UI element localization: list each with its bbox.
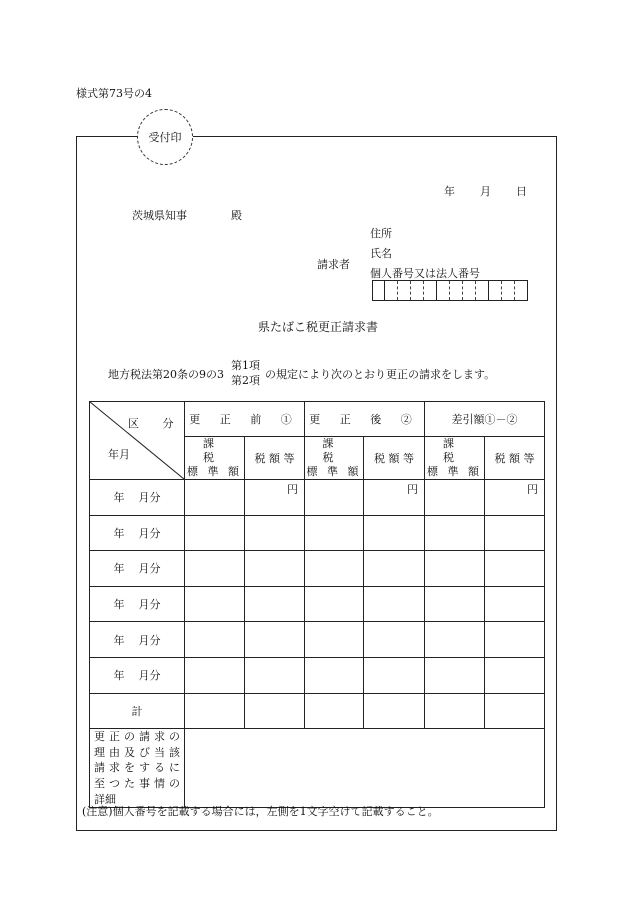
input-cell[interactable] xyxy=(485,480,545,516)
number-digit-box[interactable] xyxy=(411,281,424,300)
period-month: 月分 xyxy=(138,669,161,683)
total-label: 計 xyxy=(90,693,185,729)
input-cell[interactable] xyxy=(245,515,305,551)
number-digit-box[interactable] xyxy=(476,281,489,300)
input-cell[interactable] xyxy=(185,657,245,693)
form-title: 県たばこ税更正請求書 xyxy=(258,320,379,334)
input-cell[interactable] xyxy=(364,480,425,516)
tax-amount-header: 税 額 等 xyxy=(364,437,425,480)
addressee-name: 茨城県知事 xyxy=(132,209,187,222)
yen-unit: 円 xyxy=(407,483,418,496)
period-cell[interactable] xyxy=(90,515,185,551)
tax-amount-header: 税 額 等 xyxy=(485,437,545,480)
addressee xyxy=(132,207,242,223)
number-digit-box[interactable] xyxy=(515,281,528,300)
period-cell[interactable] xyxy=(90,622,185,658)
period-header: 年月 xyxy=(108,448,130,461)
taxbase-header-line2: 標 準 額 xyxy=(306,465,362,478)
category-header-cell xyxy=(90,402,185,480)
note-text: (注意)個人番号を記載する場合には，左側を1文字空けて記載すること。 xyxy=(82,805,439,818)
difference-header: 差引額①－② xyxy=(425,402,545,437)
paragraph-options xyxy=(231,358,260,388)
number-digit-box[interactable] xyxy=(502,281,515,300)
table-row xyxy=(90,622,545,658)
period-year: 年 xyxy=(113,669,125,683)
number-digit-box[interactable] xyxy=(437,281,450,300)
input-cell[interactable] xyxy=(185,622,245,658)
input-cell[interactable] xyxy=(425,551,485,587)
period-cell[interactable] xyxy=(90,551,185,587)
reason-label-line: 至つた事情の xyxy=(94,776,180,790)
before-correction-header: 更 正 前 ① xyxy=(185,402,305,437)
input-cell[interactable] xyxy=(364,515,425,551)
input-cell[interactable] xyxy=(425,693,485,729)
table-row xyxy=(90,480,545,516)
name-label: 氏名 xyxy=(370,247,392,260)
reason-label xyxy=(90,729,185,808)
input-cell[interactable] xyxy=(185,586,245,622)
law-suffix: の規定により次のとおり更正の請求をします。 xyxy=(265,368,496,381)
taxbase-header-line1: 課 税 xyxy=(322,437,346,464)
input-cell[interactable] xyxy=(485,622,545,658)
number-digit-box[interactable] xyxy=(398,281,411,300)
number-digit-box[interactable] xyxy=(424,281,437,300)
input-cell[interactable] xyxy=(425,586,485,622)
input-cell[interactable] xyxy=(485,515,545,551)
taxbase-header-line1: 課 税 xyxy=(203,437,226,464)
input-cell[interactable] xyxy=(485,657,545,693)
input-cell[interactable] xyxy=(425,622,485,658)
category-header: 区 分 xyxy=(128,417,184,430)
input-cell[interactable] xyxy=(245,693,305,729)
table-row xyxy=(90,515,545,551)
form-number: 様式第73号の4 xyxy=(76,87,152,100)
period-month: 月分 xyxy=(138,526,161,540)
input-cell[interactable] xyxy=(245,480,305,516)
input-cell[interactable] xyxy=(485,693,545,729)
input-cell[interactable] xyxy=(185,480,245,516)
reason-input-area[interactable] xyxy=(185,729,545,808)
number-label: 個人番号又は法人番号 xyxy=(370,267,480,280)
reason-label-line: 理由及び当該 xyxy=(94,745,180,759)
date-day: 日 xyxy=(516,185,527,198)
yen-unit: 円 xyxy=(527,483,538,496)
addressee-honorific: 殿 xyxy=(231,209,242,222)
number-digit-box[interactable] xyxy=(373,281,385,300)
taxbase-header-line1: 課 税 xyxy=(443,437,466,464)
period-year: 年 xyxy=(113,526,125,540)
date-year: 年 xyxy=(444,185,455,198)
period-month: 月分 xyxy=(138,633,161,647)
number-digit-box[interactable] xyxy=(463,281,476,300)
period-year: 年 xyxy=(113,598,125,612)
input-cell[interactable] xyxy=(185,515,245,551)
input-cell[interactable] xyxy=(364,693,425,729)
number-digit-box[interactable] xyxy=(489,281,502,300)
input-cell[interactable] xyxy=(305,515,364,551)
input-cell[interactable] xyxy=(425,480,485,516)
input-cell[interactable] xyxy=(305,657,364,693)
input-cell[interactable] xyxy=(245,586,305,622)
paragraph-option-1[interactable]: 第1項 xyxy=(231,359,260,372)
period-month: 月分 xyxy=(138,562,161,576)
individual-number-boxes[interactable] xyxy=(372,280,528,301)
reception-stamp-circle xyxy=(137,109,193,165)
taxbase-header xyxy=(425,437,485,480)
total-row xyxy=(90,693,545,729)
period-cell[interactable] xyxy=(90,480,185,516)
input-cell[interactable] xyxy=(425,657,485,693)
date-line xyxy=(444,183,527,199)
period-month: 月分 xyxy=(138,491,161,505)
law-prefix: 地方税法第20条の9の3 xyxy=(108,368,224,381)
input-cell[interactable] xyxy=(364,586,425,622)
paragraph-option-2[interactable]: 第2項 xyxy=(231,374,260,387)
date-month: 月 xyxy=(480,185,491,198)
period-year: 年 xyxy=(113,633,125,647)
tax-amount-header: 税 額 等 xyxy=(245,437,305,480)
requester-label: 請求者 xyxy=(317,258,350,271)
input-cell[interactable] xyxy=(245,657,305,693)
yen-unit: 円 xyxy=(287,483,298,496)
taxbase-header xyxy=(305,437,364,480)
period-cell[interactable] xyxy=(90,657,185,693)
taxbase-header-line2: 標 準 額 xyxy=(187,465,242,478)
taxbase-header-line2: 標 準 額 xyxy=(427,465,482,478)
reason-label-line: 詳細 xyxy=(94,792,116,806)
reason-label-line: 請求をするに xyxy=(94,761,180,775)
input-cell[interactable] xyxy=(364,551,425,587)
address-label: 住所 xyxy=(370,227,392,240)
period-year: 年 xyxy=(113,562,125,576)
reason-row xyxy=(90,729,545,808)
input-cell[interactable] xyxy=(305,551,364,587)
table-row xyxy=(90,586,545,622)
input-cell[interactable] xyxy=(245,551,305,587)
input-cell[interactable] xyxy=(305,480,364,516)
table-row xyxy=(90,657,545,693)
input-cell[interactable] xyxy=(364,657,425,693)
number-digit-box[interactable] xyxy=(450,281,463,300)
input-cell[interactable] xyxy=(364,622,425,658)
input-cell[interactable] xyxy=(425,515,485,551)
input-cell[interactable] xyxy=(245,622,305,658)
reason-label-line: 更正の請求の xyxy=(94,730,180,744)
stamp-label: 受付印 xyxy=(148,131,182,144)
input-cell[interactable] xyxy=(485,586,545,622)
taxbase-header xyxy=(185,437,245,480)
number-digit-box[interactable] xyxy=(385,281,398,300)
diagonal-line xyxy=(90,402,184,479)
input-cell[interactable] xyxy=(305,693,364,729)
input-cell[interactable] xyxy=(305,622,364,658)
period-month: 月分 xyxy=(138,598,161,612)
table-row xyxy=(90,551,545,587)
period-year: 年 xyxy=(113,491,125,505)
after-correction-header: 更 正 後 ② xyxy=(305,402,425,437)
input-cell[interactable] xyxy=(485,551,545,587)
input-cell[interactable] xyxy=(185,551,245,587)
input-cell[interactable] xyxy=(185,693,245,729)
period-cell[interactable] xyxy=(90,586,185,622)
correction-table xyxy=(89,401,545,808)
input-cell[interactable] xyxy=(305,586,364,622)
